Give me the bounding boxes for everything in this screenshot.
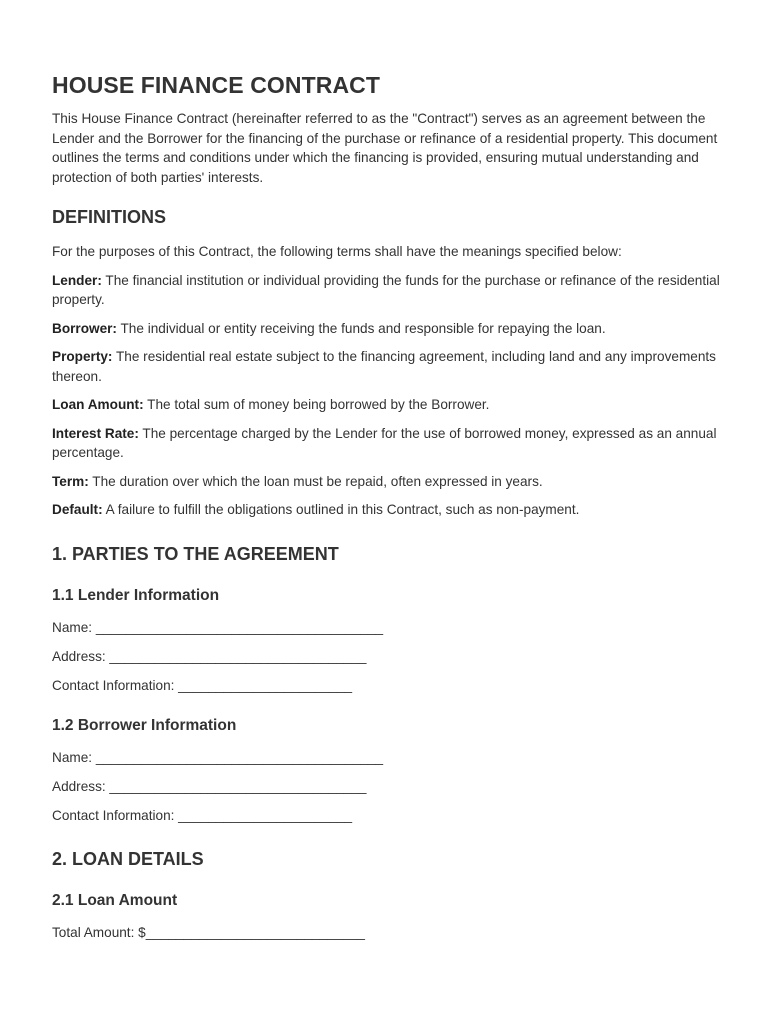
definition-text: The financial institution or individual providing the funds for the purchase or refinance of the residential property. [52, 272, 720, 307]
definition-term: Term: [52, 473, 89, 489]
definition-text: The percentage charged by the Lender for the use of borrowed money, expressed as an annual percentage. [52, 425, 717, 460]
definition-term: Loan Amount: [52, 397, 144, 412]
borrower-contact-field[interactable]: Contact Information: _______________________ [52, 807, 353, 823]
definition-term: Interest Rate: [52, 425, 139, 441]
definition-term: Borrower: [52, 320, 117, 336]
definitions-lead: For the purposes of this Contract, the following terms shall have the meanings specified below: [52, 244, 622, 259]
borrower-address-field[interactable]: Address: __________________________________ [52, 778, 367, 794]
definition-text: The duration over which the loan must be repaid, often expressed in years. [88, 473, 543, 489]
definition-text: The individual or entity receiving the funds and responsible for repaying the loan. [116, 320, 606, 336]
lender-name-field[interactable]: Name: ______________________________________ [52, 619, 384, 635]
intro-paragraph: This House Finance Contract (hereinafter referred to as the "Contract") serves as an agreement between the Lender and the Borrower for the financing of the purchase or refinance of a residential property. This document outlines the terms and conditions under which the financing is provided, ensuring mutual understanding and protection of both parties' interests. [52, 111, 718, 185]
definition-text: The residential real estate subject to the financing agreement, including land and any improvements thereon. [52, 349, 716, 384]
definition-term: Default: [52, 502, 103, 517]
loan-amount-heading: 2.1 Loan Amount [52, 891, 178, 909]
definition-item-property [52, 347, 720, 386]
definition-term: Lender: [52, 272, 102, 288]
loan-details-heading: 2. LOAN DETAILS [52, 848, 204, 869]
loan-total-amount-field[interactable]: Total Amount: $_____________________________ [52, 924, 365, 940]
definition-text: A failure to fulfill the obligations outlined in this Contract, such as non-payment. [102, 502, 580, 517]
parties-heading: 1. PARTIES TO THE AGREEMENT [52, 543, 339, 564]
lender-info-heading: 1.1 Lender Information [52, 586, 220, 604]
definition-item-interest-rate [52, 424, 720, 463]
definition-item-loan-amount [52, 395, 720, 415]
definition-term: Property: [52, 349, 113, 364]
definition-text: The total sum of money being borrowed by the Borrower. [143, 397, 490, 412]
document-title: HOUSE FINANCE CONTRACT [52, 72, 381, 98]
definition-item-default [52, 500, 720, 520]
lender-address-field[interactable]: Address: __________________________________ [52, 648, 367, 664]
definition-item-term [52, 472, 720, 492]
borrower-info-heading: 1.2 Borrower Information [52, 716, 237, 734]
borrower-name-field[interactable]: Name: ______________________________________ [52, 749, 384, 765]
definition-item-lender [52, 271, 720, 310]
definition-item-borrower [52, 319, 720, 339]
lender-contact-field[interactable]: Contact Information: _______________________ [52, 677, 353, 693]
definitions-heading: DEFINITIONS [52, 207, 167, 227]
